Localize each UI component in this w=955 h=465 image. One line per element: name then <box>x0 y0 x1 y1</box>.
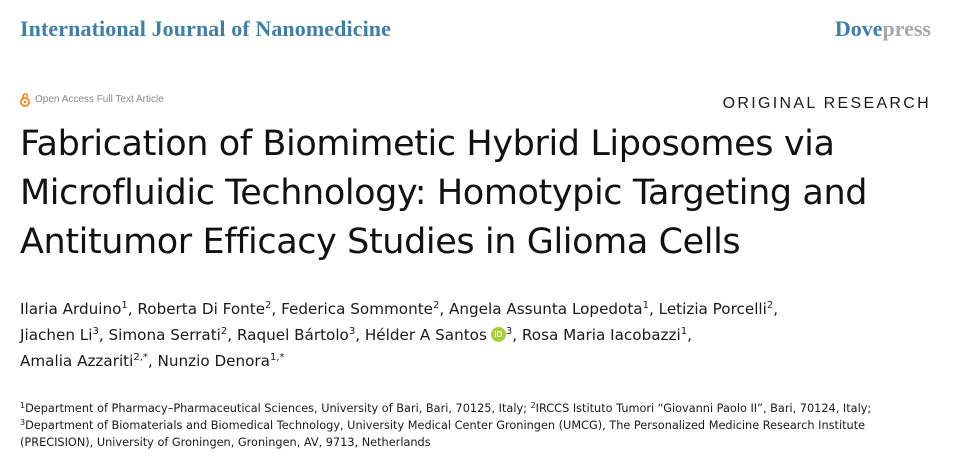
title-line: Microfluidic Technology: Homotypic Targeting and <box>20 173 868 213</box>
author-name[interactable]: Nunzio Denora <box>157 352 270 370</box>
author-name[interactable]: Letizia Porcelli <box>658 300 767 318</box>
author-affiliation-mark: 2 <box>766 300 774 311</box>
affiliation-number: 2 <box>530 401 536 410</box>
author-affiliation-mark: 2,* <box>133 352 148 363</box>
author-list: Ilaria Arduino$^1$, Roberta Di Fonte$^2$, Federica Sommonte$^2$, Angela Assunta Lopedota$^1$, Letizia Porcelli$^2$, Jiachen Li$^3$, Simona Serrati$^2$, Raquel Bártolo$^3$, Hélder A SantosiD $^3$, Rosa Maria Iacobazzi$^1$, Amalia Azzariti$^{2,*}$, Nunzio Denora$^{1,*}$ <box>20 296 940 374</box>
affiliation-text: Department of Biomaterials and Biomedical Technology, University Medical Center Groningen (UMCG), The Personalized Medicine Research Institute (PRECISION), University of Groningen, Groningen, AV, 9713, Netherlands <box>20 419 866 449</box>
author-name[interactable]: Ilaria Arduino <box>20 300 122 318</box>
author-name[interactable]: Amalia Azzariti <box>20 352 134 370</box>
affiliation-text: IRCCS Istituto Tumori “Giovanni Paolo II”, Bari, 70124, Italy; <box>535 402 872 415</box>
author-affiliation-mark: 2 <box>433 300 440 311</box>
publisher-logo-dove: Dove <box>834 16 883 41</box>
author-name[interactable]: Hélder A Santos <box>364 326 487 344</box>
author-name[interactable]: Rosa Maria Iacobazzi <box>521 326 681 344</box>
affiliations <box>20 400 940 451</box>
orcid-icon[interactable] <box>491 327 506 342</box>
open-access-badge <box>20 92 164 107</box>
author-affiliation-mark: 1 <box>121 300 128 311</box>
affiliation-text: Department of Pharmacy–Pharmaceutical Sciences, University of Bari, Bari, 70125, Italy; <box>25 402 531 415</box>
author-name[interactable]: Angela Assunta Lopedota <box>449 300 643 318</box>
publisher-logo-press: press <box>882 16 931 41</box>
author-affiliation-mark: 1 <box>680 326 688 337</box>
author-name[interactable]: Federica Sommonte <box>281 300 433 318</box>
author-affiliation-mark: 1 <box>642 300 649 311</box>
author-affiliation-mark: 3 <box>505 326 513 337</box>
author-affiliation-mark: 2 <box>220 326 228 337</box>
open-access-label: Open Access Full Text Article <box>35 94 164 105</box>
author-affiliation-mark: 3 <box>92 326 99 337</box>
author-affiliation-mark: 2 <box>265 300 272 311</box>
author-name[interactable]: Jiachen Li <box>20 326 93 344</box>
affiliation-number: 1 <box>20 401 26 410</box>
author-affiliation-mark: 3 <box>348 326 356 337</box>
title-line: Antitumor Efficacy Studies in Glioma Cells <box>20 222 741 262</box>
title-line: Fabrication of Biomimetic Hybrid Liposomes via <box>20 124 835 164</box>
affiliation-number: 3 <box>20 418 26 427</box>
author-name[interactable]: Simona Serrati <box>108 326 221 344</box>
open-access-lock-icon <box>20 92 30 107</box>
author-name[interactable]: Roberta Di Fonte <box>137 300 266 318</box>
article-type: ORIGINAL RESEARCH <box>722 95 931 112</box>
author-name[interactable]: Raquel Bártolo <box>236 326 349 344</box>
journal-name[interactable]: International Journal of Nanomedicine <box>20 16 391 41</box>
publisher-logo[interactable] <box>835 16 931 42</box>
author-affiliation-mark: 1,* <box>269 352 285 363</box>
article-title <box>20 120 940 267</box>
